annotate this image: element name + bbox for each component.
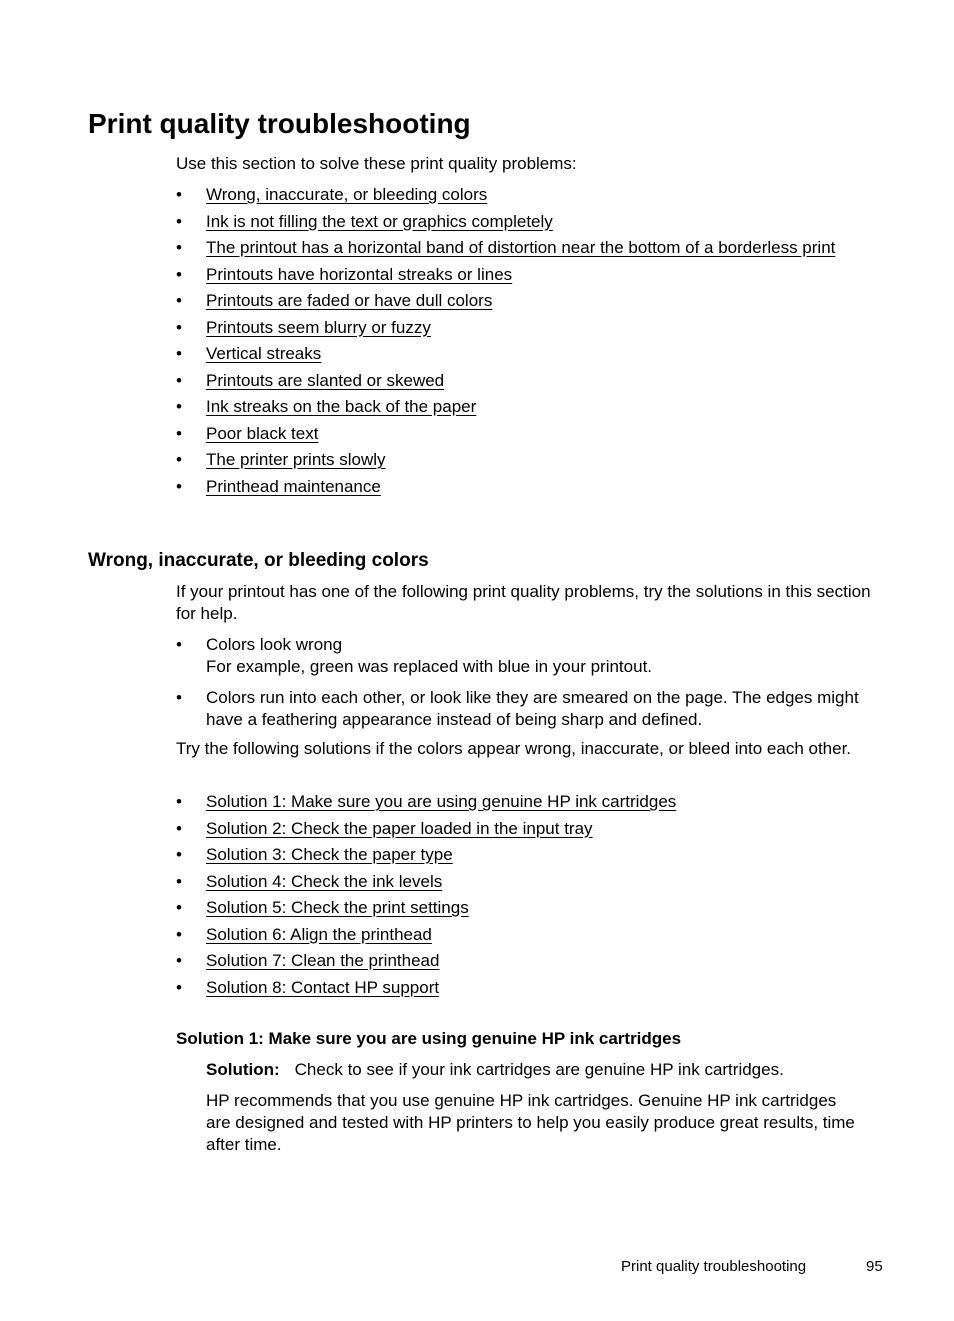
page-number: 95: [866, 1258, 883, 1275]
solution-item-link[interactable]: Solution 8: Contact HP support: [206, 977, 440, 997]
problem-item: [176, 264, 876, 286]
problem-item: [176, 317, 876, 339]
solution-item-link[interactable]: Solution 4: Check the ink levels: [206, 871, 443, 891]
bullet: •: [176, 238, 182, 257]
bullet: •: [176, 397, 182, 416]
problem-item-link[interactable]: Printhead maintenance: [206, 476, 381, 496]
problem-item-link[interactable]: Printouts seem blurry or fuzzy: [206, 317, 431, 337]
solution-item-link[interactable]: Solution 7: Clean the printhead: [206, 951, 440, 970]
solution-item: [176, 871, 876, 893]
problem-list: [176, 184, 876, 502]
solution-item: [176, 950, 876, 972]
bullet: •: [176, 476, 182, 496]
symptom-item: [176, 687, 876, 731]
problem-item-link[interactable]: Printouts are faded or have dull colors: [206, 291, 493, 310]
bullet: •: [176, 635, 182, 654]
bullet: •: [176, 264, 182, 284]
bullet: •: [176, 450, 182, 469]
solution-item: [176, 818, 876, 840]
problem-item: [176, 290, 876, 312]
problem-item: [176, 343, 876, 365]
solution-item: [176, 977, 876, 999]
bullet: •: [176, 344, 182, 363]
solution-item: [176, 897, 876, 919]
bullet: •: [176, 317, 182, 337]
problem-item-link[interactable]: Vertical streaks: [206, 344, 322, 363]
bullet: •: [176, 951, 182, 970]
solution-list: [176, 791, 876, 1003]
problem-item-link[interactable]: Printouts have horizontal streaks or lines: [206, 264, 513, 284]
problem-item: [176, 396, 876, 418]
bullet: •: [176, 423, 182, 443]
solution-item-link[interactable]: Solution 2: Check the paper loaded in the input tray: [206, 818, 593, 838]
problem-item: [176, 449, 876, 471]
bullet: •: [176, 818, 182, 838]
bullet: •: [176, 688, 182, 707]
solution-item: [176, 844, 876, 866]
footer-title: Print quality troubleshooting: [621, 1258, 807, 1275]
bullet: •: [176, 977, 182, 997]
symptom-detail: For example, green was replaced with blue in your printout.: [206, 657, 653, 676]
solution-item-link[interactable]: Solution 6: Align the printhead: [206, 924, 432, 944]
symptom-title: Colors look wrong: [206, 635, 343, 654]
solution-item-link[interactable]: Solution 5: Check the print settings: [206, 898, 469, 917]
problem-item-link[interactable]: Wrong, inaccurate, or bleeding colors: [206, 185, 488, 204]
problem-item: [176, 423, 876, 445]
solutions-intro: Try the following solutions if the colors appear wrong, inaccurate, or bleed into each other.: [176, 739, 852, 758]
problem-item-link[interactable]: Poor black text: [206, 423, 319, 443]
solution1-line: [206, 1059, 784, 1081]
solution1-paragraph: HP recommends that you use genuine HP ink cartridges. Genuine HP ink cartridges are designed and tested with HP printers to help you easily produce great results, time after time.: [206, 1091, 855, 1154]
symptom-title: Colors run into each other, or look like they are smeared on the page. The edges might have a feathering appearance instead of being sharp and defined.: [206, 688, 859, 729]
problem-item-link[interactable]: Ink is not filling the text or graphics completely: [206, 211, 553, 231]
bullet: •: [176, 291, 182, 310]
problem-item-link[interactable]: The printout has a horizontal band of distortion near the bottom of a borderless print: [206, 238, 836, 257]
page-title: Print quality troubleshooting: [88, 108, 471, 139]
bullet: •: [176, 871, 182, 891]
bullet: •: [176, 924, 182, 944]
problem-item-link[interactable]: Ink streaks on the back of the paper: [206, 397, 477, 416]
bullet: •: [176, 211, 182, 231]
solution-item: [176, 924, 876, 946]
problem-item-link[interactable]: Printouts are slanted or skewed: [206, 370, 445, 390]
intro-text: Use this section to solve these print quality problems:: [176, 154, 577, 173]
bullet: •: [176, 370, 182, 390]
solution-item-link[interactable]: Solution 3: Check the paper type: [206, 845, 453, 864]
bullet: •: [176, 898, 182, 917]
problem-item-link[interactable]: The printer prints slowly: [206, 450, 386, 469]
section-heading: Wrong, inaccurate, or bleeding colors: [88, 550, 429, 571]
solution-item: [176, 791, 876, 813]
solution-item-link[interactable]: Solution 1: Make sure you are using genuine HP ink cartridges: [206, 792, 677, 811]
problem-item: [176, 237, 876, 259]
bullet: •: [176, 845, 182, 864]
problem-item: [176, 184, 876, 206]
solution1-text: Check to see if your ink cartridges are genuine HP ink cartridges.: [294, 1060, 784, 1079]
bullet: •: [176, 185, 182, 204]
problem-item: [176, 476, 876, 498]
section-intro: If your printout has one of the following print quality problems, try the solutions in this section for help.: [176, 582, 871, 623]
symptom-list: [176, 634, 876, 740]
symptom-item: [176, 634, 876, 678]
problem-item: [176, 370, 876, 392]
solution1-heading: Solution 1: Make sure you are using genuine HP ink cartridges: [176, 1029, 682, 1048]
bullet: •: [176, 792, 182, 811]
solution-label: Solution:: [206, 1060, 280, 1079]
problem-item: [176, 211, 876, 233]
